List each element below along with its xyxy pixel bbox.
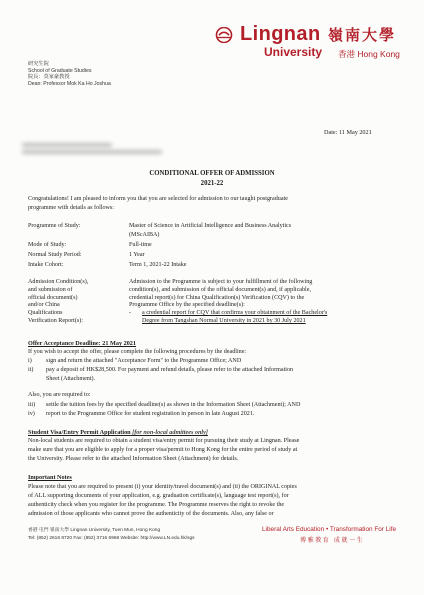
visa-line-3: the University. Please refer to the attached Information Sheet (Attachment) for details.: [28, 456, 239, 462]
logo-location: 香港 Hong Kong: [338, 49, 400, 59]
office-en: School of Graduate Studies: [28, 67, 92, 74]
item-number: iv): [28, 411, 35, 417]
item-number: iii): [28, 402, 36, 408]
programme-label: Programme of Study:: [28, 223, 81, 229]
programme-value-1: Master of Science in Artificial Intelligence and Business Analytics: [129, 223, 292, 229]
period-label: Normal Study Period:: [28, 252, 82, 258]
notes-line-1: Please note that you are required to present (i) your identity/travel document(s) and (ii) the ORIGINAL copies: [28, 484, 297, 490]
condition-line: Programme Office by the specified deadline(s):: [129, 302, 245, 309]
footer-address: 香港 屯門 嶺南大學 Lingnan University, Tuen Mun, Hong Kong: [28, 528, 161, 533]
condition-label: [28, 279, 88, 326]
letter-year: 2021-22: [200, 180, 224, 187]
acceptance-item-iii: settle the tuition fees by the specified deadline(s) as shown in the Information Sheet (Attachment); AND: [46, 402, 301, 408]
footer-slogan-cn: 博雅教育 成就一生: [300, 537, 365, 544]
condition-label-line: Qualifications: [28, 310, 63, 317]
acceptance-item-ii: pay a deposit of HK$28,500. For payment and refund details, please refer to the attached Information: [46, 367, 294, 373]
also-line: Also, you are required to:: [28, 392, 91, 398]
notes-heading: Important Notes: [28, 474, 72, 481]
cohort-value: Term 1, 2021-22 Intake: [129, 262, 187, 268]
logo-name: Lingnan: [240, 23, 321, 45]
condition-label-line: official document(s): [28, 294, 78, 301]
condition-line: condition(s), and submission of the official document(s) and, if applicable,: [129, 286, 311, 293]
footer-contact: Tel: (852) 2616 8720 Fax: (852) 3716 6968 Website: http://www.LN.edu.hk/sgs: [28, 536, 195, 541]
condition-label-line: and/or China: [28, 302, 60, 309]
mode-value: Full-time: [129, 242, 152, 248]
visa-heading-text: Student Visa/Entry Permit Application: [28, 429, 131, 436]
dean-en: Dean: Professor Mok Ka Ho Joshua: [28, 80, 111, 87]
item-number: i): [28, 358, 32, 364]
item-number: ii): [28, 367, 34, 373]
condition-bullet: -: [129, 310, 132, 316]
visa-line-1: Non-local students are required to obtain a student visa/entry permit for pursuing their study at Lingnan. Please: [28, 438, 300, 444]
condition-bullet-line-2: Degree from Tangshan Normal University in 2021 by 30 July 2021: [142, 318, 306, 324]
emblem-icon: [214, 27, 234, 43]
condition-label-line: and submission of: [28, 286, 73, 293]
university-logo: [204, 19, 416, 71]
acceptance-heading: Offer Acceptance Deadline: 21 May 2021: [28, 340, 136, 347]
redacted-address: [22, 141, 172, 157]
visa-heading: [28, 429, 208, 436]
cohort-label: Intake Cohort:: [28, 262, 64, 268]
visa-line-2: make sure that you are eligible to apply for a proper visa/permit to Hong Kong for the entire period of study at: [28, 447, 298, 453]
mode-label: Mode of Study:: [28, 242, 67, 248]
dean-cn: 院長：莫家豪教授: [28, 74, 70, 81]
office-block: [28, 61, 111, 87]
intro-line-1: Congratulations! I am pleased to inform you that you are selected for admission to our taught postgraduate: [28, 196, 288, 202]
condition-line: Admission to the Programme is subject to your fulfillment of the following: [129, 279, 313, 285]
acceptance-item-i: sign and return the attached "Acceptance Form" to the Programme Office; AND: [46, 358, 242, 364]
programme-value-2: (MScAIBA): [129, 232, 160, 238]
period-value: 1 Year: [129, 252, 145, 258]
intro-line-2: programme with details as follows:: [28, 205, 114, 211]
condition-label-line: Admission Condition(s),: [28, 279, 89, 285]
notes-line-3: authenticity check when you register for the programme. The Programme reserves the right to revoke the: [28, 502, 285, 508]
notes-line-4: admission of those applicants who cannot prove the authenticity of the documents. Also, any false or: [28, 511, 274, 517]
letter-date: Date: 11 May 2021: [324, 129, 372, 136]
condition-label-line: Verification Report(s):: [28, 317, 83, 324]
acceptance-line: If you wish to accept the offer, please complete the following procedures by the deadline:: [28, 349, 247, 355]
notes-line-2: of ALL supporting documents of your application, e.g. graduation certificate(s), language test report(s), for: [28, 493, 289, 499]
logo-subtitle: University: [264, 45, 323, 59]
logo-chinese-name: 嶺南大學: [328, 26, 397, 44]
condition-line: credential report(s) for China Qualification(s) Verification (CQV) to the: [129, 294, 305, 301]
office-cn: 研究生院: [28, 61, 49, 67]
acceptance-item-ii-cont: Sheet (Attachment).: [46, 376, 96, 382]
footer-slogan: Liberal Arts Education • Transformation For Life: [262, 526, 397, 533]
condition-text: [129, 279, 397, 310]
condition-bullet-line-1: a credential report for CQV that confirms your obtainment of the Bachelor's: [142, 310, 328, 316]
acceptance-item-iv: report to the Programme Office for student registration in person in late August 2021.: [46, 411, 255, 417]
letter-title: CONDITIONAL OFFER OF ADMISSION: [149, 170, 275, 177]
visa-heading-note: [for non-local admittees only]: [132, 429, 208, 436]
